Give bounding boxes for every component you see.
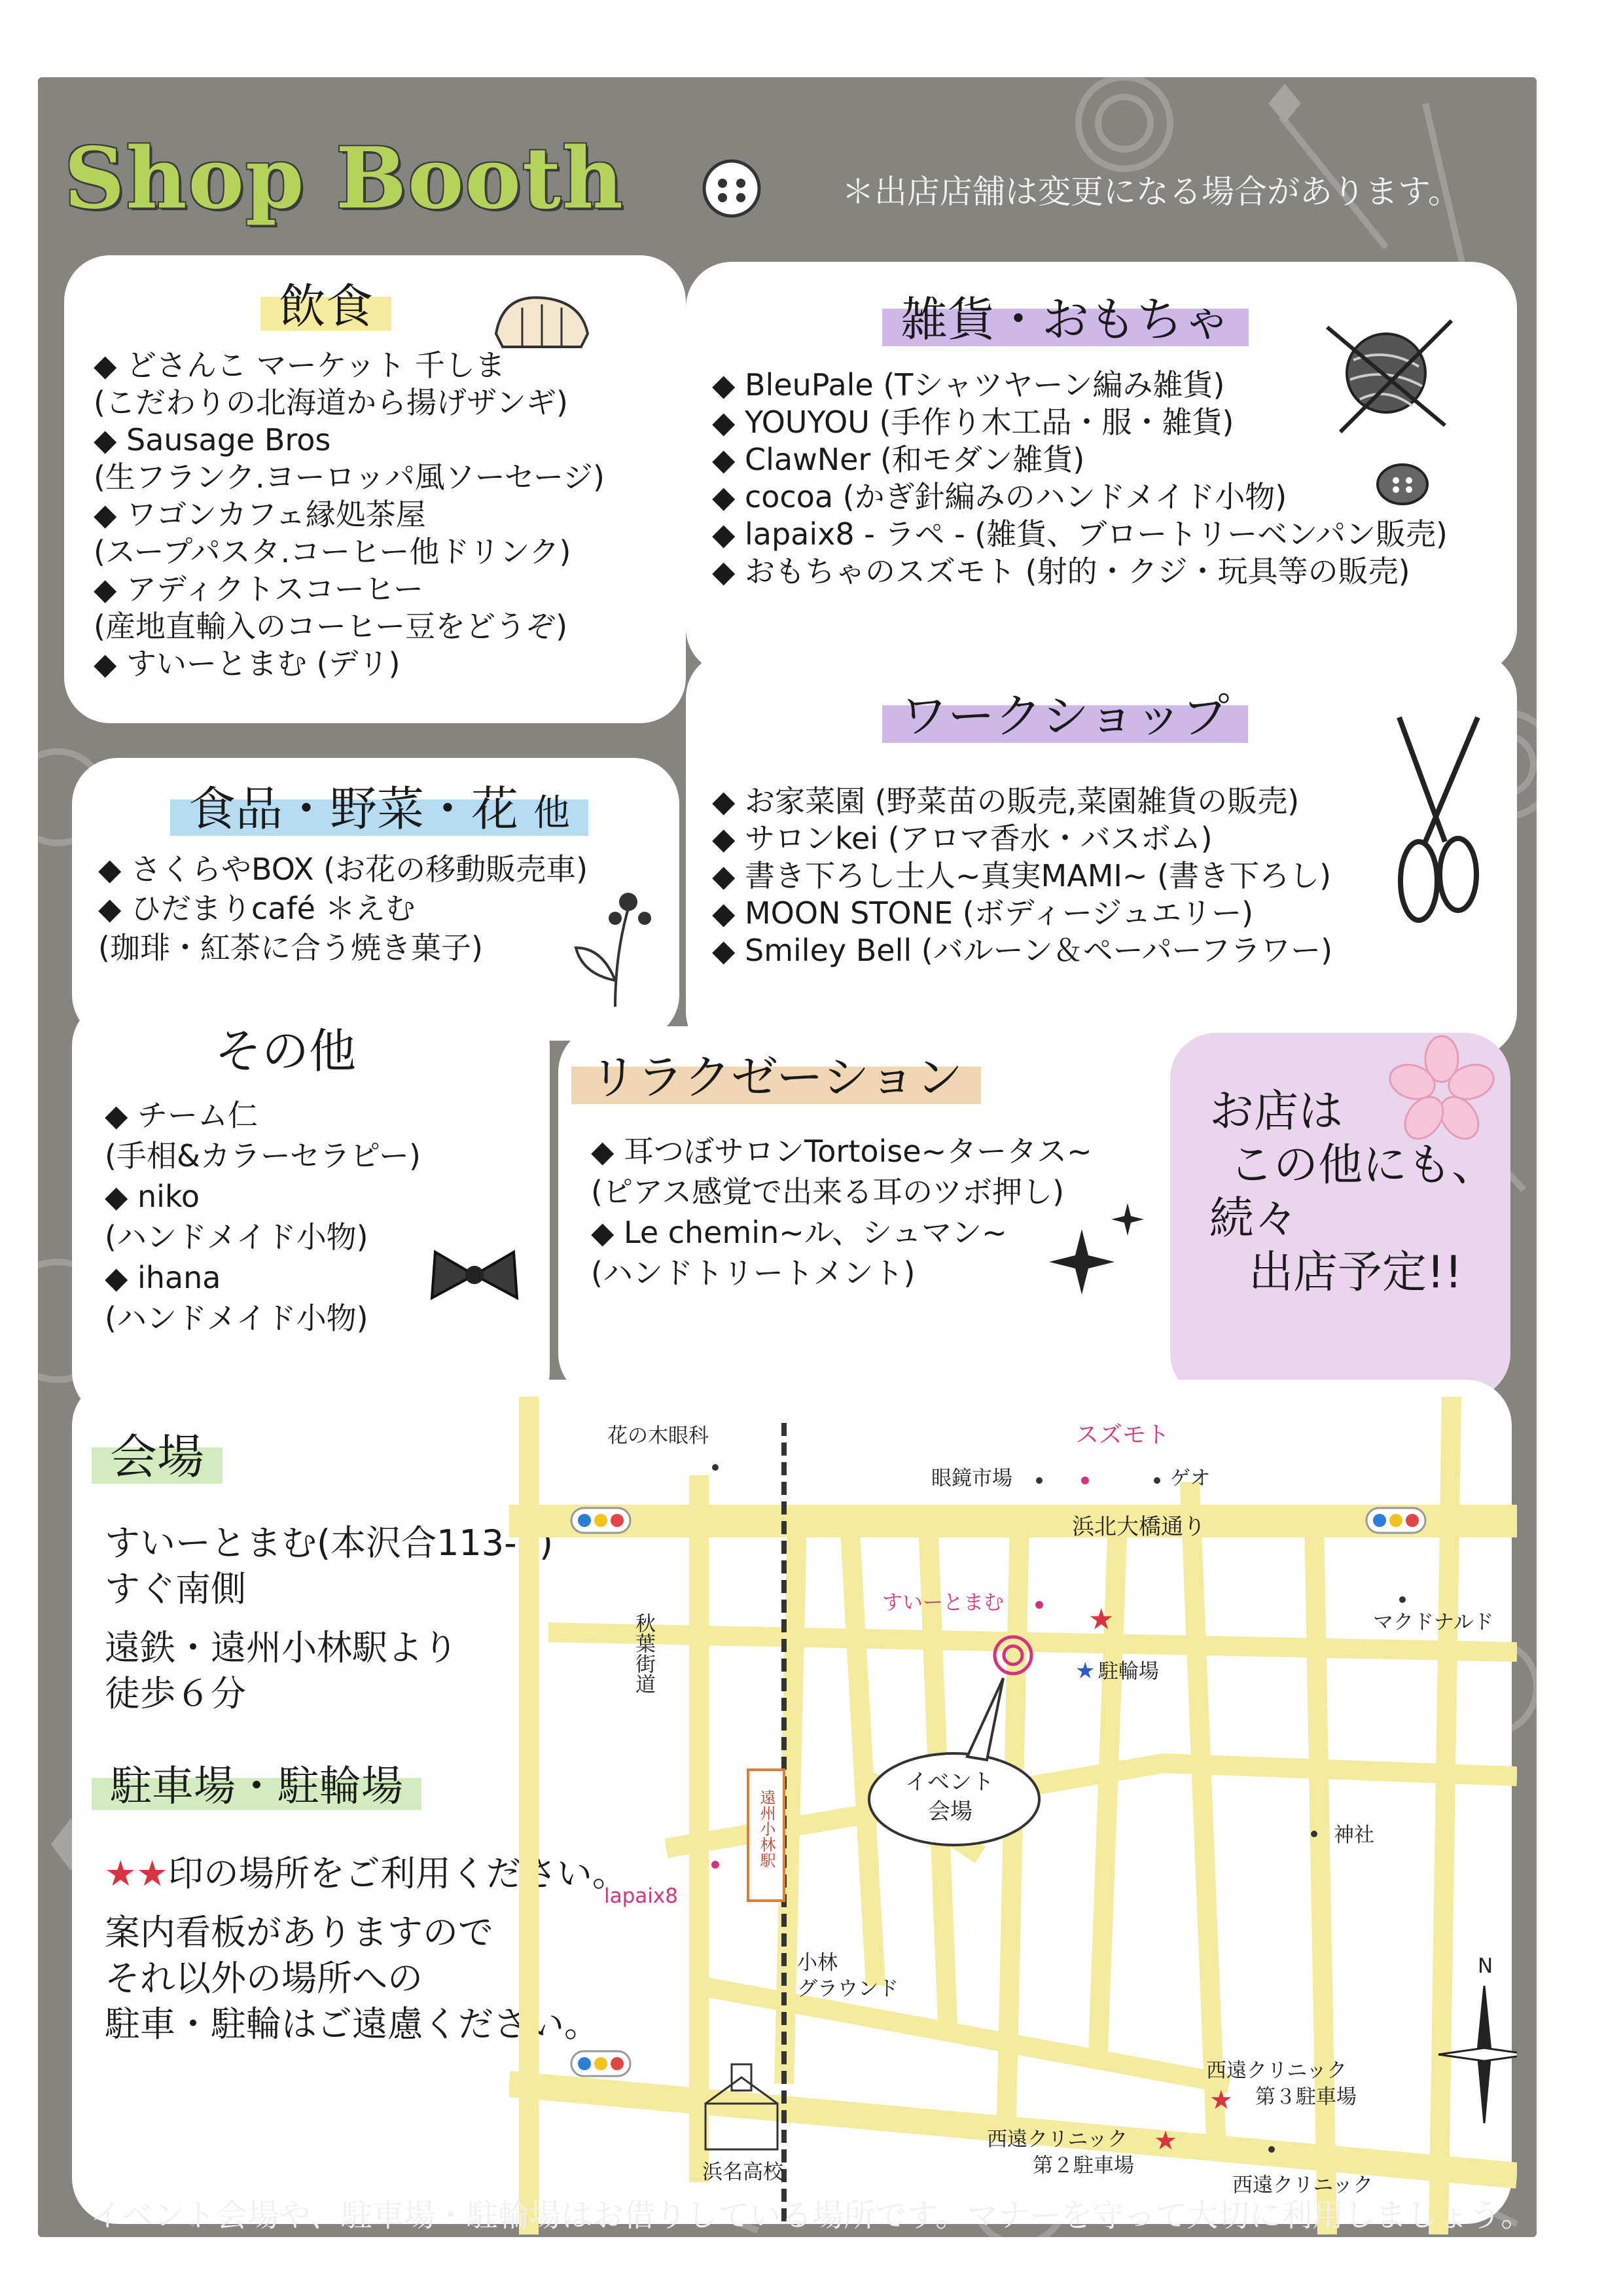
relax-card xyxy=(558,1026,1193,1399)
parking-star-blue-icon: ★ xyxy=(1075,1658,1096,1684)
map-label-megane: 眼鏡市場 xyxy=(931,1467,1012,1490)
other-line: (ハンドメイド小物) xyxy=(105,1300,368,1336)
relax-list xyxy=(591,1131,1092,1293)
goods-line: ◆ YOUYOU (手作り木工品・服・雑貨) xyxy=(712,404,1234,440)
food-line: ◆ ワゴンカフェ縁処茶屋 xyxy=(94,497,426,532)
map-label-suitomamu: すいーとまむ xyxy=(882,1591,1004,1615)
relax-heading: リラクゼーション xyxy=(571,1039,981,1107)
venue-access: 遠鉄・遠州小林駅より xyxy=(105,1627,458,1668)
workshop-line: ◆ 書き下ろし士人~真実MAMI~ (書き下ろし) xyxy=(712,858,1332,893)
other-card xyxy=(72,1000,550,1418)
venue-walk: 徒歩６分 xyxy=(105,1673,246,1714)
workshop-line: ◆ お家菜園 (野菜苗の販売,菜園雑貨の販売) xyxy=(712,783,1300,819)
map-label-akiba: 秋葉街道 xyxy=(632,1613,655,1694)
food-card xyxy=(64,255,686,723)
map-label-suzumoto: スズモト xyxy=(1075,1422,1170,1448)
goods-heading: 雑貨・おもちゃ xyxy=(882,281,1249,350)
goods-list xyxy=(712,367,1448,590)
page-title: Shop Booth xyxy=(64,130,625,228)
more-line: この他にも、 xyxy=(1229,1139,1497,1191)
sewing-button-icon xyxy=(700,157,763,220)
traffic-light-icon xyxy=(1366,1508,1425,1533)
food-line: ◆ アディクトスコーヒー xyxy=(94,571,424,607)
parking-star-red-icon: ★ xyxy=(1088,1603,1115,1636)
map-label-clinic: 西遠クリニック xyxy=(1232,2174,1374,2197)
parking-use-text: 印の場所をご利用ください。 xyxy=(168,1853,628,1894)
venue-map xyxy=(509,1397,1517,2234)
scissors-icon xyxy=(1380,711,1491,933)
map-label-lapaix: lapaix8 xyxy=(604,1884,678,1908)
workshop-line: ◆ サロンkei (アロマ香水・バスボム) xyxy=(712,821,1213,856)
other-heading: その他 xyxy=(215,1024,357,1079)
traffic-light-icon xyxy=(571,2051,630,2076)
map-label-clinic2a: 西遠クリニック xyxy=(987,2128,1128,2151)
map-label-north: N xyxy=(1478,1954,1493,1978)
goods-line: ◆ ClawNer (和モダン雑貨) xyxy=(712,442,1085,477)
other-list xyxy=(105,1095,421,1338)
callout-text: 会場 xyxy=(928,1799,972,1825)
more-shops-card xyxy=(1170,1033,1510,1399)
food-list xyxy=(94,347,605,683)
more-line: 続々 xyxy=(1209,1193,1299,1245)
food-heading: 飲食 xyxy=(260,268,391,336)
map-label-clinic2b: 第２駐車場 xyxy=(1033,2154,1134,2178)
callout-text: イベント xyxy=(905,1769,994,1795)
produce-heading-suffix: 他 xyxy=(533,792,570,834)
traffic-light-icon xyxy=(571,1508,630,1533)
parking-star-red-icon: ★ xyxy=(1209,2085,1233,2115)
workshop-line: ◆ MOON STONE (ボディージュエリー) xyxy=(712,895,1254,931)
map-label-clinic3a: 西遠クリニック xyxy=(1206,2059,1347,2083)
goods-line: ◆ cocoa (かぎ針編みのハンドメイド小物) xyxy=(712,479,1287,514)
parking-note: 案内看板がありますので xyxy=(105,1912,493,1953)
map-label-ground: グラウンド xyxy=(797,1977,899,2001)
map-label-clinic3b: 第３駐車場 xyxy=(1255,2085,1357,2109)
other-line: (ハンドメイド小物) xyxy=(105,1219,368,1255)
change-notice: ＊出店店舗は変更になる場合があります。 xyxy=(842,173,1461,211)
food-line: (こだわりの北海道から揚げザンギ) xyxy=(94,385,568,420)
goods-line: ◆ おもちゃのスズモト (射的・クジ・玩具等の販売) xyxy=(712,554,1410,589)
map-label-hananoki: 花の木眼科 xyxy=(607,1424,709,1448)
footer-note: イベント会場や、駐車場・駐輪場はお借りしている場所です。マナーを守って大切に利用しましょう。 xyxy=(90,2197,1533,2234)
relax-line: ◆ Le chemin~ル、シュマン~ xyxy=(591,1215,1007,1250)
other-line: ◆ niko xyxy=(105,1179,200,1214)
produce-list xyxy=(98,850,588,967)
goods-line: ◆ lapaix8 - ラペ - (雑貨、ブロートリーベンパン販売) xyxy=(712,516,1448,552)
food-line: (スープパスタ.コーヒー他ドリンク) xyxy=(94,534,571,569)
venue-address-sub: すぐ南側 xyxy=(105,1568,246,1609)
relax-line: ◆ 耳つぼサロンTortoise~タータス~ xyxy=(591,1134,1092,1169)
map-label-churinjo: 駐輪場 xyxy=(1098,1660,1159,1683)
produce-card xyxy=(72,758,679,1041)
venue-heading: 会場 xyxy=(92,1419,223,1487)
workshop-card xyxy=(686,652,1517,1058)
food-line: (生フランク.ヨーロッパ風ソーセージ) xyxy=(94,459,605,495)
map-label-jinja: 神社 xyxy=(1334,1823,1374,1847)
workshop-list xyxy=(712,783,1332,969)
parking-note: それ以外の場所への xyxy=(105,1958,423,1999)
parking-star-red-icon: ★ xyxy=(1154,2126,1177,2156)
map-label-station: 遠州小林駅 xyxy=(757,1789,776,1868)
produce-line: (珈琲・紅茶に合う焼き菓子) xyxy=(98,930,483,965)
more-line: お店は xyxy=(1209,1086,1344,1138)
food-line: ◆ どさんこ マーケット 千しま xyxy=(94,348,505,383)
map-label-mcd: マクドナルド xyxy=(1373,1611,1494,1634)
map-label-school: 浜名高校 xyxy=(702,2161,783,2184)
relax-line: (ピアス感覚で出来る耳のツボ押し) xyxy=(591,1174,1065,1210)
map-label-ground: 小林 xyxy=(797,1951,838,1975)
other-line: (手相&カラーセラピー) xyxy=(105,1138,421,1174)
other-line: ◆ ihana xyxy=(105,1260,221,1295)
more-shops-text xyxy=(1209,1085,1496,1300)
workshop-line: ◆ Smiley Bell (バルーン＆ペーパーフラワー) xyxy=(712,933,1333,968)
map-label-geo: ゲオ xyxy=(1170,1467,1211,1490)
food-line: (産地直輸入のコーヒー豆をどうぞ) xyxy=(94,609,568,644)
parking-heading: 駐車場・駐輪場 xyxy=(92,1753,421,1813)
produce-line: ◆ ひだまりcafé ＊えむ xyxy=(98,891,416,926)
parking-note: 駐車・駐輪はご遠慮ください。 xyxy=(105,2003,599,2045)
flyer-background xyxy=(38,77,1537,2237)
goods-line: ◆ BleuPale (Tシャツヤーン編み雑貨) xyxy=(712,367,1225,403)
goods-card xyxy=(686,262,1517,674)
workshop-heading: ワークショップ xyxy=(882,678,1248,746)
food-line: ◆ すいーとまむ (デリ) xyxy=(94,646,401,681)
food-line: ◆ Sausage Bros xyxy=(94,422,331,457)
parking-star-icons: ★★ xyxy=(105,1853,168,1894)
venue-address: すいーとまむ(本沢合113-2) xyxy=(105,1522,554,1564)
bow-icon xyxy=(425,1242,524,1308)
more-line: 出店予定!! xyxy=(1249,1247,1463,1299)
produce-line: ◆ さくらやBOX (お花の移動販売車) xyxy=(98,852,588,887)
map-label-hamakita: 浜北大橋通り xyxy=(1072,1514,1205,1540)
produce-heading-text: 食品・野菜・花 xyxy=(188,781,519,836)
relax-line: (ハンドトリートメント) xyxy=(591,1255,916,1291)
other-line: ◆ チーム仁 xyxy=(105,1098,258,1133)
produce-heading xyxy=(170,771,588,839)
